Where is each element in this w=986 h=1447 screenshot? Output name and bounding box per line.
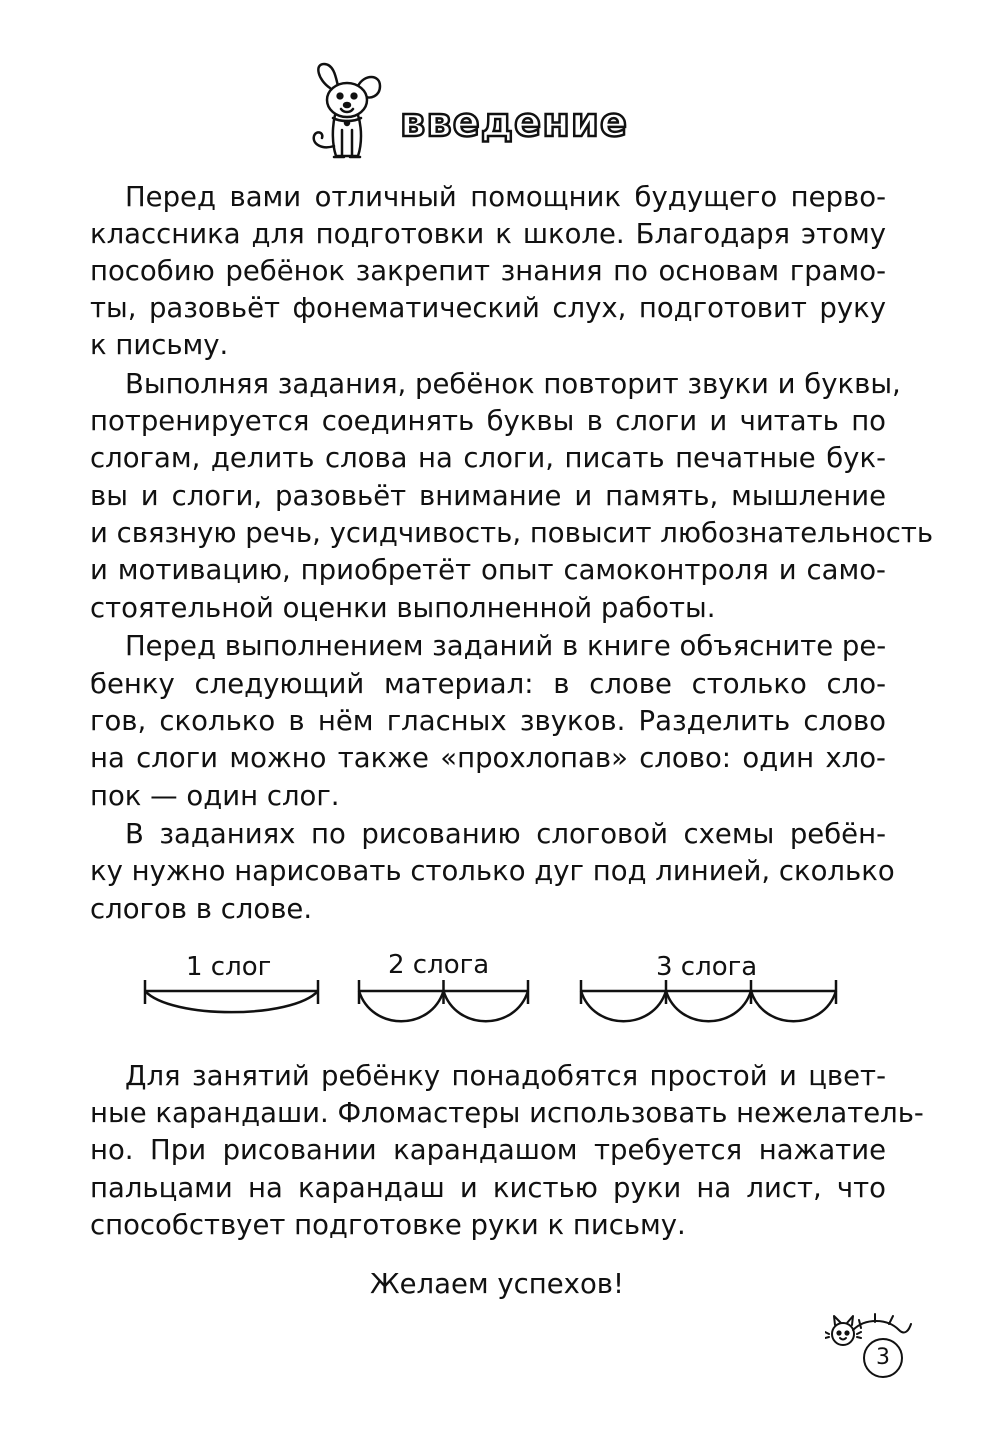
syllable-schemes [0, 940, 986, 1050]
text-line: В заданиях по рисованию слоговой схемы ребён- [125, 818, 886, 850]
syllable-arc [581, 991, 666, 1021]
text-line: пок — один слог. [90, 780, 340, 812]
scheme-label-1: 1 слог [186, 952, 272, 982]
text-line: стоятельной оценки выполненной работы. [90, 592, 716, 624]
text-line: вы и слоги, разовьёт внимание и память, мышление [90, 480, 886, 512]
text-line: способствует подготовке руки к письму. [90, 1209, 686, 1241]
syllable-arc [145, 991, 318, 1012]
text-line: ку нужно нарисовать столько дуг под линией, сколько [90, 855, 895, 887]
text-line: классника для подготовки к школе. Благодаря этому [90, 218, 886, 250]
closing-wish: Желаем успехов! [370, 1268, 624, 1300]
text-line: слогов в слове. [90, 893, 313, 925]
scheme-label-3: 3 слога [656, 952, 758, 982]
page-number-badge [825, 1310, 915, 1380]
text-line: ные карандаши. Фломастеры использовать нежелатель- [90, 1097, 924, 1129]
syllable-arc [751, 991, 836, 1021]
text-line: пальцами на карандаш и кистью руки на лист, что [90, 1172, 886, 1204]
page-number: 3 [863, 1338, 903, 1378]
syllable-arc [359, 991, 444, 1021]
text-line: Перед вами отличный помощник будущего перво- [125, 181, 886, 213]
text-line: слогам, делить слова на слоги, писать печатные бук- [90, 442, 886, 474]
text-line: гов, сколько в нём гласных звуков. Разделить слово [90, 705, 886, 737]
page-title: введение [400, 100, 628, 146]
text-line: бенку следующий материал: в слове столько сло- [90, 668, 886, 700]
page-header [300, 60, 700, 170]
text-line: и мотивацию, приобретёт опыт самоконтроля и само- [90, 554, 886, 586]
text-line: к письму. [90, 329, 229, 361]
syllable-arcs [0, 940, 986, 1050]
text-line: и связную речь, усидчивость, повысит любознательность [90, 517, 934, 549]
syllable-arc [444, 991, 529, 1021]
scheme-label-2: 2 слога [388, 950, 490, 980]
text-line: потренируется соединять буквы в слоги и читать по [90, 405, 886, 437]
syllable-arc [666, 991, 751, 1021]
text-line: пособию ребёнок закрепит знания по основам грамо- [90, 255, 886, 287]
text-line: ты, разовьёт фонематический слух, подготовит руку [90, 292, 886, 324]
puppy-icon [300, 60, 390, 165]
text-line: Для занятий ребёнку понадобятся простой и цвет- [125, 1060, 886, 1092]
text-line: Перед выполнением заданий в книге объясните ре- [125, 630, 887, 662]
text-line: но. При рисовании карандашом требуется нажатие [90, 1134, 886, 1166]
text-line: на слоги можно также «прохлопав» слово: один хло- [90, 742, 886, 774]
text-line: Выполняя задания, ребёнок повторит звуки и буквы, [125, 368, 901, 400]
